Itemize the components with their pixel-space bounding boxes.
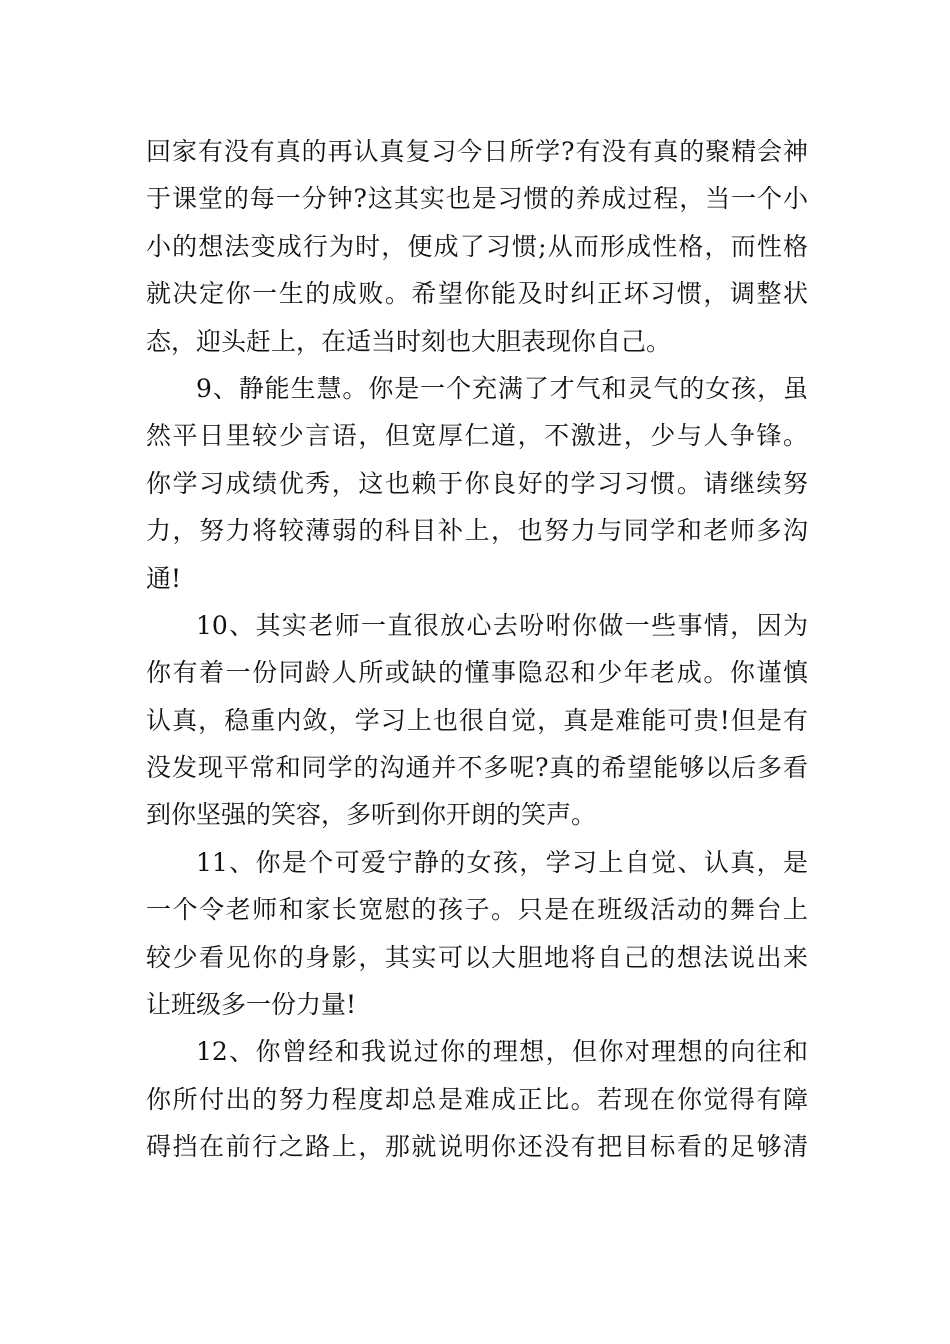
text-line: 你所付出的努力程度却总是难成正比。若现在你觉得有障	[146, 1084, 808, 1114]
text-line: 通!	[146, 563, 182, 593]
text-line: 到你坚强的笑容，多听到你开朗的笑声。	[146, 800, 597, 830]
paragraph-11	[146, 839, 808, 1029]
text-line: 没发现平常和同学的沟通并不多呢?真的希望能够以后多看	[146, 753, 808, 783]
text-line: 回家有没有真的再认真复习今日所学?有没有真的聚精会神	[146, 137, 808, 166]
text-line: 碍挡在前行之路上，那就说明你还没有把目标看的足够清	[146, 1132, 808, 1162]
text-line: 于课堂的每一分钟?这其实也是习惯的养成过程，当一个小	[146, 184, 808, 214]
paragraph-12	[146, 1028, 808, 1170]
text-line: 小的想法变成行为时，便成了习惯;从而形成性格，而性格	[146, 231, 808, 261]
text-line: 让班级多一份力量!	[146, 990, 357, 1020]
text-line: 12、你曾经和我说过你的理想，但你对理想的向往和	[196, 1037, 808, 1067]
text-line: 就决定你一生的成败。希望你能及时纠正坏习惯，调整状	[146, 279, 808, 309]
text-line: 力，努力将较薄弱的科目补上，也努力与同学和老师多沟	[146, 516, 808, 546]
text-line: 10、其实老师一直很放心去吩咐你做一些事情，因为	[196, 610, 808, 640]
text-line: 9、静能生慧。你是一个充满了才气和灵气的女孩，虽	[196, 373, 808, 403]
text-line: 11、你是个可爱宁静的女孩，学习上自觉、认真，是	[196, 847, 808, 877]
text-line: 态，迎头赶上，在适当时刻也大胆表现你自己。	[146, 326, 672, 356]
text-line: 较少看见你的身影，其实可以大胆地将自己的想法说出来	[146, 942, 808, 972]
paragraph-10	[146, 602, 808, 839]
paragraph-9	[146, 365, 808, 602]
text-line: 认真，稳重内敛，学习上也很自觉，真是难能可贵!但是有	[146, 705, 808, 735]
text-line: 一个令老师和家长宽慰的孩子。只是在班级活动的舞台上	[146, 895, 808, 925]
paragraph	[146, 128, 808, 365]
text-line: 你有着一份同龄人所或缺的懂事隐忍和少年老成。你谨慎	[146, 658, 808, 688]
document-body	[146, 128, 808, 1171]
text-line: 你学习成绩优秀，这也赖于你良好的学习习惯。请继续努	[146, 468, 808, 498]
text-line: 然平日里较少言语，但宽厚仁道，不激进，少与人争锋。	[146, 421, 808, 451]
